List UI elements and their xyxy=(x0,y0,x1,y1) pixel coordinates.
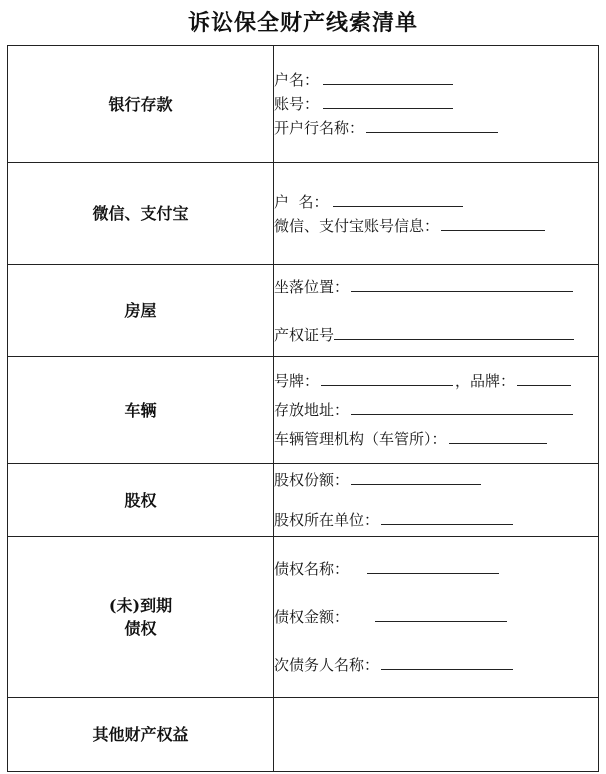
table-row-bank-deposit xyxy=(8,46,599,163)
blank-property-certificate[interactable] xyxy=(334,324,574,340)
page-title: 诉讼保全财产线索清单 xyxy=(187,10,418,36)
field-equity-company xyxy=(274,508,598,532)
field-label-claim-name: 债权名称： xyxy=(274,560,350,578)
field-plate-brand xyxy=(274,369,598,393)
field-vehicle-authority xyxy=(274,427,598,451)
field-label-account-name: 户名： xyxy=(274,71,320,89)
blank-claim-amount[interactable] xyxy=(375,606,507,622)
blank-claim-name[interactable] xyxy=(367,558,499,574)
fields-wechat-alipay xyxy=(274,163,599,265)
blank-vehicle-authority[interactable] xyxy=(449,428,547,444)
field-sub-debtor-name xyxy=(274,653,598,677)
blank-sub-debtor-name[interactable] xyxy=(381,654,513,670)
field-equity-share xyxy=(274,468,598,492)
table-row-vehicle xyxy=(8,357,599,464)
field-account-name xyxy=(274,68,598,92)
row-label-wechat-alipay: 微信、支付宝 xyxy=(8,163,274,265)
table-row-equity xyxy=(8,464,599,537)
row-label-house: 房屋 xyxy=(8,265,274,357)
fields-claims xyxy=(274,537,599,698)
field-label-equity-company: 股权所在单位： xyxy=(274,511,380,529)
table-row-house xyxy=(8,265,599,357)
row-label-bank-deposit: 银行存款 xyxy=(8,46,274,163)
field-house-location xyxy=(274,275,598,299)
row-label-claims xyxy=(8,537,274,698)
row-label-other-rights: 其他财产权益 xyxy=(8,698,274,772)
asset-clue-table xyxy=(7,45,599,772)
field-label-bank-name: 开户行名称： xyxy=(274,119,365,137)
field-label-wechat-account-name: 户 名： xyxy=(274,192,329,211)
row-label-claims-line1: (未)到期 xyxy=(108,596,173,615)
field-account-number xyxy=(274,92,598,116)
fields-bank-deposit xyxy=(274,46,599,163)
blank-bank-name[interactable] xyxy=(366,117,498,133)
field-label-vehicle-authority: 车辆管理机构（车管所）： xyxy=(274,430,447,448)
row-label-claims-line2: 债权 xyxy=(124,619,157,638)
field-label-property-certificate: 产权证号 xyxy=(274,325,335,344)
fields-equity xyxy=(274,464,599,537)
field-wechat-account-name xyxy=(274,190,598,214)
blank-storage-address[interactable] xyxy=(351,399,573,415)
fields-other-rights[interactable] xyxy=(274,698,599,772)
blank-equity-share[interactable] xyxy=(351,469,481,485)
field-label-storage-address: 存放地址： xyxy=(274,401,350,419)
field-wechat-account-info xyxy=(274,214,598,238)
row-label-equity: 股权 xyxy=(8,464,274,537)
table-row-claims xyxy=(8,537,599,698)
field-claim-amount xyxy=(274,605,598,629)
blank-account-number[interactable] xyxy=(323,93,453,109)
field-label-sub-debtor-name: 次债务人名称： xyxy=(274,656,380,674)
fields-vehicle xyxy=(274,357,599,464)
blank-brand[interactable] xyxy=(517,370,571,386)
table-row-other-rights xyxy=(8,698,599,772)
field-bank-name xyxy=(274,116,598,140)
field-storage-address xyxy=(274,398,598,422)
blank-plate[interactable] xyxy=(321,370,453,386)
blank-wechat-account-info[interactable] xyxy=(441,215,545,231)
field-label-equity-share: 股权份额： xyxy=(274,471,350,489)
field-label-wechat-account-info: 微信、支付宝账号信息： xyxy=(274,216,440,235)
field-label-claim-amount: 债权金额： xyxy=(274,608,350,626)
field-label-house-location: 坐落位置： xyxy=(274,277,350,296)
table-row-wechat-alipay xyxy=(8,163,599,265)
field-label-account-number: 账号： xyxy=(274,95,320,113)
fields-house xyxy=(274,265,599,357)
field-claim-name xyxy=(274,557,598,581)
blank-account-name[interactable] xyxy=(323,69,453,85)
row-label-vehicle: 车辆 xyxy=(8,357,274,464)
field-label-plate: 号牌： xyxy=(274,372,320,390)
blank-house-location[interactable] xyxy=(351,276,573,292)
blank-wechat-account-name[interactable] xyxy=(333,191,463,207)
field-property-certificate xyxy=(274,323,598,347)
blank-equity-company[interactable] xyxy=(381,509,513,525)
field-label-brand: ，品牌： xyxy=(455,372,516,390)
